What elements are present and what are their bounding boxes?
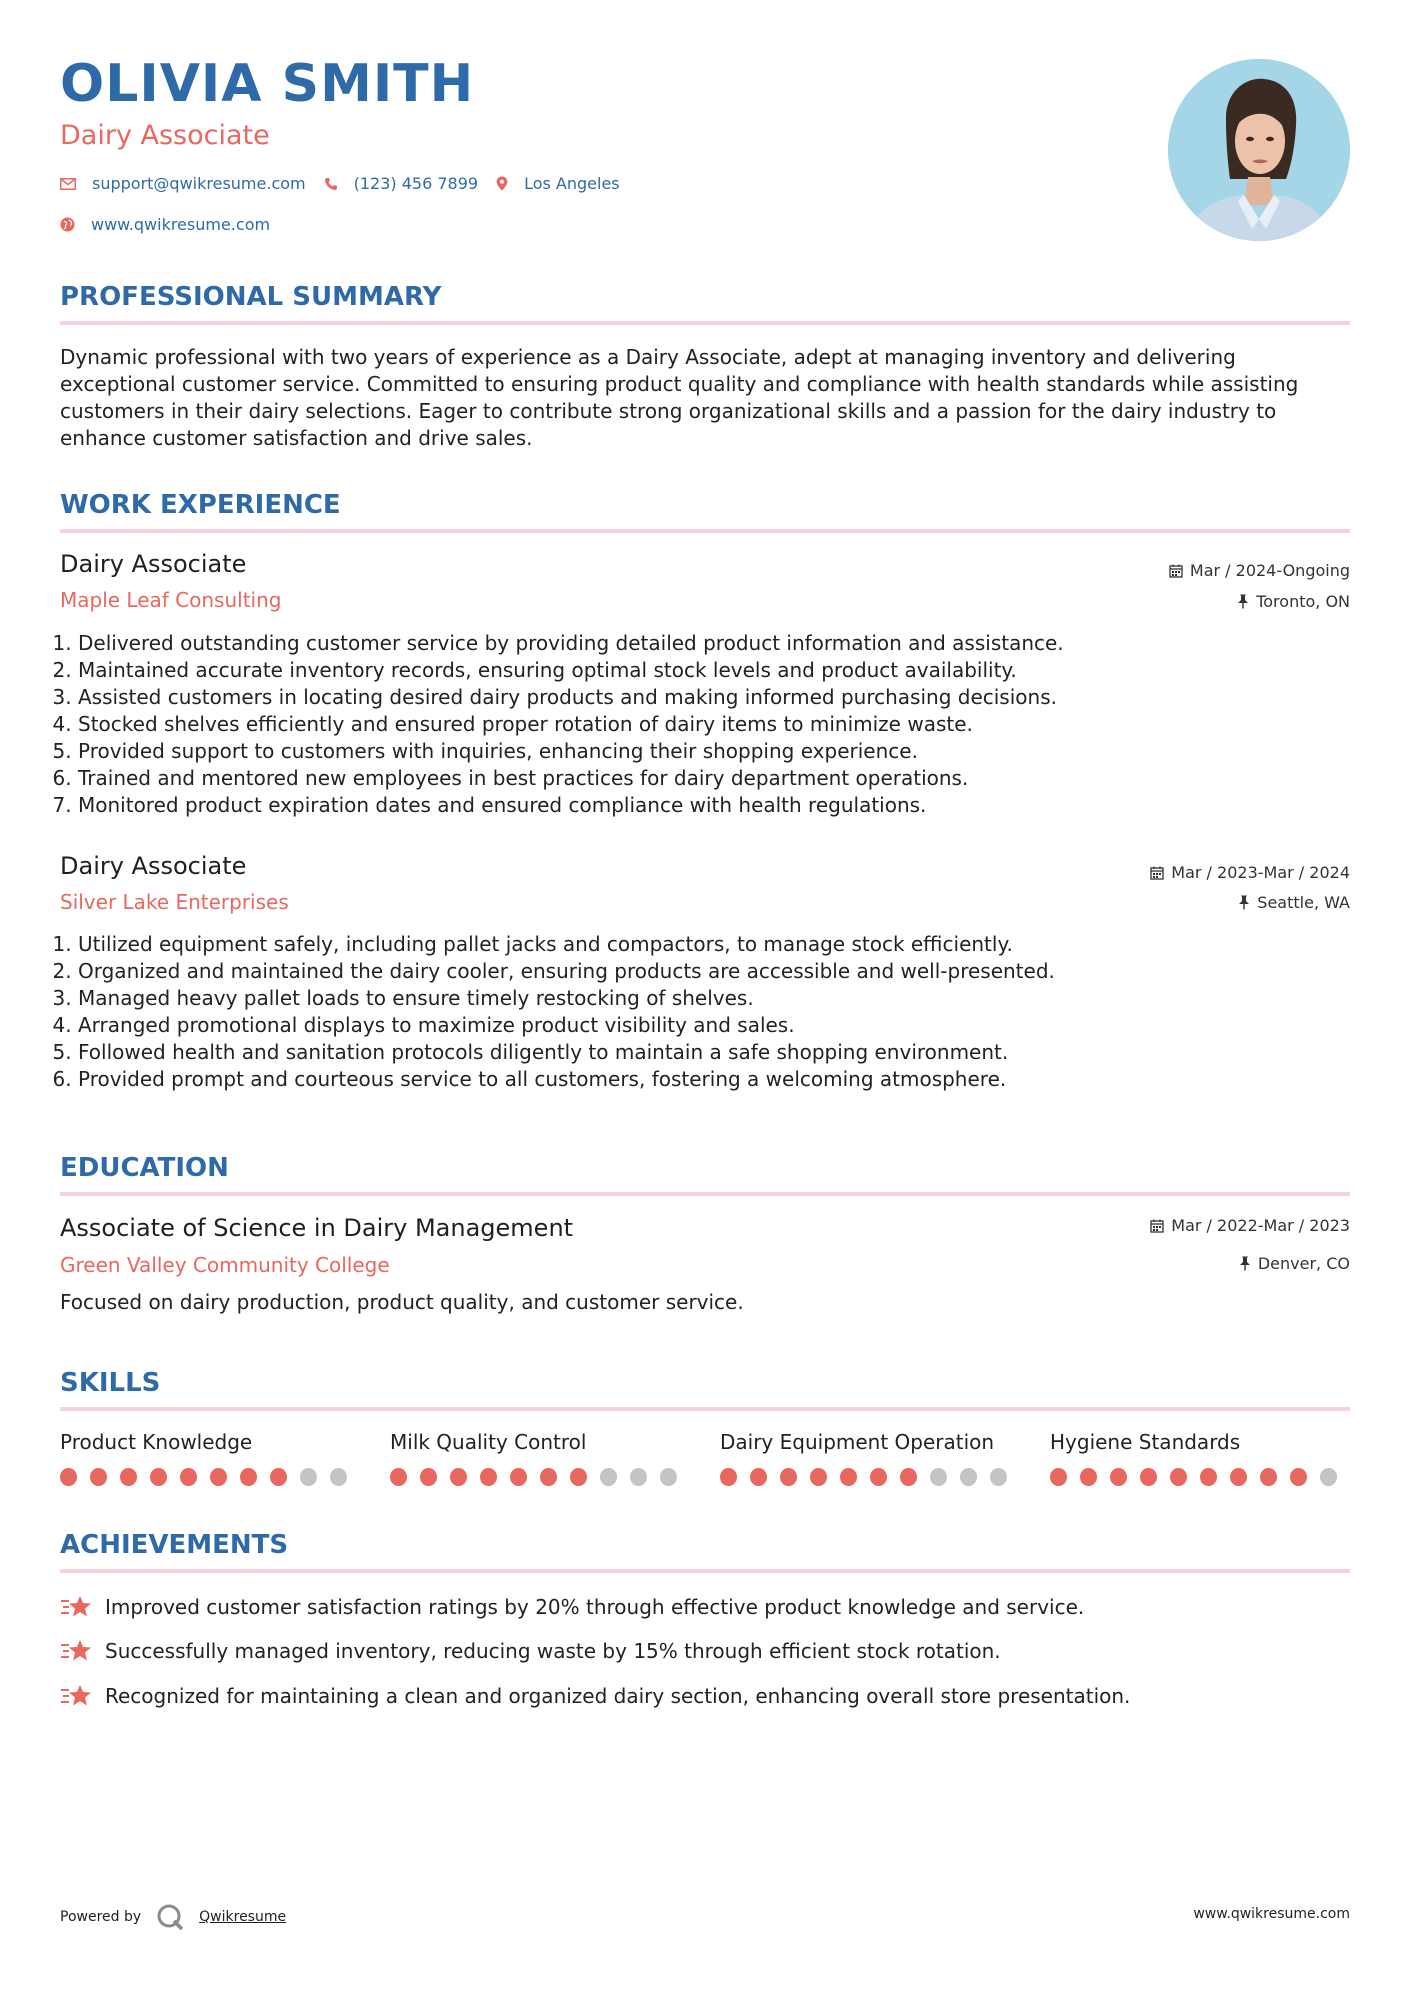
education-heading: EDUCATION bbox=[60, 1153, 229, 1183]
skill-label: Product Knowledge bbox=[60, 1430, 253, 1454]
education-divider bbox=[60, 1192, 1350, 1196]
rating-dot-empty bbox=[960, 1468, 977, 1486]
job-location-text: Seattle, WA bbox=[1257, 893, 1350, 912]
achievement-item bbox=[60, 1638, 1001, 1664]
powered-by-label: Powered by bbox=[60, 1909, 142, 1925]
rating-dot-filled bbox=[1230, 1468, 1247, 1486]
job-location bbox=[1237, 592, 1350, 611]
rating-dot-empty bbox=[930, 1468, 947, 1486]
email-text: support@qwikresume.com bbox=[92, 174, 306, 193]
brand-link[interactable]: Qwikresume bbox=[199, 1909, 287, 1925]
rating-dot-filled bbox=[900, 1468, 917, 1486]
job-dates bbox=[1150, 863, 1350, 882]
star-icon bbox=[60, 1683, 93, 1709]
rating-dot-empty bbox=[660, 1468, 677, 1486]
list-item: 5. Followed health and sanitation protocols diligently to maintain a safe shopping environment. bbox=[78, 1039, 1348, 1066]
job-company: Maple Leaf Consulting bbox=[60, 588, 282, 612]
school-name: Green Valley Community College bbox=[60, 1253, 390, 1277]
education-dates-text: Mar / 2022-Mar / 2023 bbox=[1171, 1216, 1350, 1235]
skill-rating bbox=[720, 1468, 1020, 1486]
skill-dairy-equipment-operation bbox=[720, 1430, 1020, 1486]
rating-dot-filled bbox=[720, 1468, 737, 1486]
rating-dot-empty bbox=[1320, 1468, 1337, 1486]
job-bullets bbox=[60, 630, 1348, 819]
experience-heading: WORK EXPERIENCE bbox=[60, 490, 341, 520]
education-dates bbox=[1150, 1216, 1350, 1235]
envelope-icon bbox=[60, 178, 76, 190]
pushpin-icon bbox=[1239, 1256, 1251, 1271]
skill-label: Dairy Equipment Operation bbox=[720, 1430, 995, 1454]
rating-dot-filled bbox=[210, 1468, 227, 1486]
achievements-divider bbox=[60, 1569, 1350, 1573]
rating-dot-filled bbox=[90, 1468, 107, 1486]
calendar-icon bbox=[1169, 564, 1183, 578]
contact-website[interactable] bbox=[60, 215, 270, 234]
list-item: 1. Delivered outstanding customer service by providing detailed product information and assistance. bbox=[78, 630, 1348, 657]
rating-dot-filled bbox=[1200, 1468, 1217, 1486]
skill-hygiene-standards bbox=[1050, 1430, 1350, 1486]
star-icon bbox=[60, 1638, 93, 1664]
job-dates-text: Mar / 2024-Ongoing bbox=[1189, 561, 1350, 580]
rating-dot-empty bbox=[330, 1468, 347, 1486]
rating-dot-filled bbox=[570, 1468, 587, 1486]
phone-icon bbox=[324, 177, 338, 191]
skill-label: Hygiene Standards bbox=[1050, 1430, 1241, 1454]
rating-dot-empty bbox=[300, 1468, 317, 1486]
rating-dot-filled bbox=[1080, 1468, 1097, 1486]
star-icon bbox=[60, 1594, 93, 1620]
rating-dot-empty bbox=[990, 1468, 1007, 1486]
skill-label: Milk Quality Control bbox=[390, 1430, 587, 1454]
summary-heading: PROFESSIONAL SUMMARY bbox=[60, 282, 442, 312]
rating-dot-empty bbox=[630, 1468, 647, 1486]
experience-divider bbox=[60, 529, 1350, 533]
contact-row bbox=[60, 174, 638, 193]
rating-dot-filled bbox=[120, 1468, 137, 1486]
rating-dot-filled bbox=[540, 1468, 557, 1486]
job-location bbox=[1238, 893, 1350, 912]
footer-powered-by bbox=[60, 1902, 286, 1932]
contact-location bbox=[496, 174, 620, 193]
contact-email[interactable] bbox=[60, 174, 306, 193]
education-location bbox=[1239, 1254, 1350, 1273]
rating-dot-filled bbox=[1050, 1468, 1067, 1486]
website-row[interactable] bbox=[60, 215, 288, 234]
skill-rating bbox=[390, 1468, 690, 1486]
rating-dot-filled bbox=[1260, 1468, 1277, 1486]
job-company: Silver Lake Enterprises bbox=[60, 890, 289, 914]
job-dates bbox=[1169, 561, 1350, 580]
summary-text: Dynamic professional with two years of experience as a Dairy Associate, adept at managing inventory and delivering exceptional customer service. Committed to ensuring product quality and compliance with health standards while assisting customers in their dairy selections. Eager to contribute strong organizational skills and a passion for the dairy industry to enhance customer satisfaction and drive sales. bbox=[60, 345, 1299, 450]
rating-dot-filled bbox=[510, 1468, 527, 1486]
list-item: 4. Arranged promotional displays to maximize product visibility and sales. bbox=[78, 1012, 1348, 1039]
list-item: 4. Stocked shelves efficiently and ensured proper rotation of dairy items to minimize waste. bbox=[78, 711, 1348, 738]
job-location-text: Toronto, ON bbox=[1256, 592, 1350, 611]
summary-divider bbox=[60, 321, 1350, 325]
list-item: 5. Provided support to customers with inquiries, enhancing their shopping experience. bbox=[78, 738, 1348, 765]
phone-text: (123) 456 7899 bbox=[353, 174, 479, 193]
rating-dot-filled bbox=[750, 1468, 767, 1486]
footer-website[interactable]: www.qwikresume.com bbox=[1193, 1906, 1350, 1922]
education-description: Focused on dairy production, product quality, and customer service. bbox=[60, 1290, 744, 1314]
rating-dot-filled bbox=[180, 1468, 197, 1486]
rating-dot-filled bbox=[780, 1468, 797, 1486]
job-title: Dairy Associate bbox=[60, 550, 247, 578]
job-bullets bbox=[60, 931, 1348, 1093]
rating-dot-filled bbox=[870, 1468, 887, 1486]
education-location-text: Denver, CO bbox=[1257, 1254, 1350, 1273]
rating-dot-filled bbox=[840, 1468, 857, 1486]
skills-heading: SKILLS bbox=[60, 1368, 161, 1398]
achievement-text: Improved customer satisfaction ratings by 20% through effective product knowledge and service. bbox=[105, 1595, 1085, 1619]
list-item: 2. Maintained accurate inventory records, ensuring optimal stock levels and product availability. bbox=[78, 657, 1348, 684]
rating-dot-filled bbox=[450, 1468, 467, 1486]
map-pin-icon bbox=[496, 176, 508, 191]
job-dates-text: Mar / 2023-Mar / 2024 bbox=[1171, 863, 1350, 882]
rating-dot-filled bbox=[480, 1468, 497, 1486]
rating-dot-filled bbox=[1170, 1468, 1187, 1486]
location-text: Los Angeles bbox=[524, 174, 620, 193]
list-item: 7. Monitored product expiration dates and ensured compliance with health regulations. bbox=[78, 792, 1348, 819]
list-item: 3. Managed heavy pallet loads to ensure timely restocking of shelves. bbox=[78, 985, 1348, 1012]
degree-title: Associate of Science in Dairy Management bbox=[60, 1214, 574, 1242]
rating-dot-filled bbox=[1140, 1468, 1157, 1486]
achievements-heading: ACHIEVEMENTS bbox=[60, 1530, 289, 1560]
calendar-icon bbox=[1150, 866, 1164, 880]
skill-rating bbox=[1050, 1468, 1350, 1486]
rating-dot-filled bbox=[1290, 1468, 1307, 1486]
rating-dot-filled bbox=[420, 1468, 437, 1486]
rating-dot-filled bbox=[270, 1468, 287, 1486]
skill-milk-quality-control bbox=[390, 1430, 690, 1486]
rating-dot-filled bbox=[60, 1468, 77, 1486]
list-item: 1. Utilized equipment safely, including pallet jacks and compactors, to manage stock efficiently. bbox=[78, 931, 1348, 958]
candidate-title: Dairy Associate bbox=[60, 120, 270, 151]
globe-icon bbox=[60, 217, 75, 232]
achievement-text: Recognized for maintaining a clean and organized dairy section, enhancing overall store presentation. bbox=[105, 1684, 1131, 1708]
skill-product-knowledge bbox=[60, 1430, 360, 1486]
pushpin-icon bbox=[1237, 594, 1249, 609]
list-item: 2. Organized and maintained the dairy cooler, ensuring products are accessible and well-presented. bbox=[78, 958, 1348, 985]
rating-dot-filled bbox=[390, 1468, 407, 1486]
skills-divider bbox=[60, 1407, 1350, 1411]
skill-rating bbox=[60, 1468, 360, 1486]
achievement-text: Successfully managed inventory, reducing waste by 15% through efficient stock rotation. bbox=[105, 1639, 1001, 1663]
rating-dot-filled bbox=[150, 1468, 167, 1486]
pushpin-icon bbox=[1238, 895, 1250, 910]
achievement-item bbox=[60, 1594, 1084, 1620]
rating-dot-filled bbox=[810, 1468, 827, 1486]
achievement-item bbox=[60, 1683, 1130, 1709]
contact-phone[interactable] bbox=[324, 174, 478, 193]
qwikresume-logo-icon bbox=[155, 1902, 185, 1932]
list-item: 3. Assisted customers in locating desired dairy products and making informed purchasing decisions. bbox=[78, 684, 1348, 711]
candidate-name: OLIVIA SMITH bbox=[60, 54, 475, 114]
list-item: 6. Trained and mentored new employees in best practices for dairy department operations. bbox=[78, 765, 1348, 792]
list-item: 6. Provided prompt and courteous service to all customers, fostering a welcoming atmosphere. bbox=[78, 1066, 1348, 1093]
rating-dot-filled bbox=[1110, 1468, 1127, 1486]
profile-photo bbox=[1168, 59, 1350, 241]
rating-dot-filled bbox=[240, 1468, 257, 1486]
website-text: www.qwikresume.com bbox=[91, 215, 271, 234]
calendar-icon bbox=[1150, 1219, 1164, 1233]
job-title: Dairy Associate bbox=[60, 852, 247, 880]
rating-dot-empty bbox=[600, 1468, 617, 1486]
